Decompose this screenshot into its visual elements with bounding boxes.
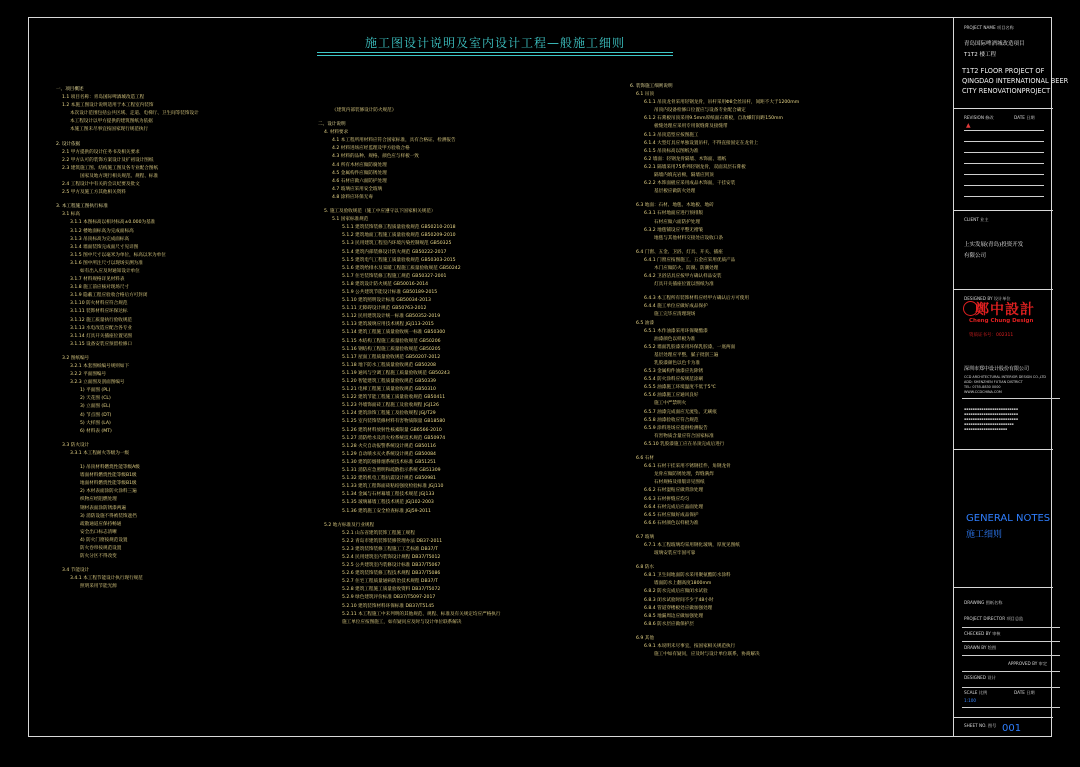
note-line: 5.1.32 建筑机电工程抗震设计规范 GB50981 <box>342 476 436 482</box>
note-line: 6.8 防水 <box>636 565 654 571</box>
note-line: 3) 消防设施不得被装饰遮挡 <box>80 513 137 519</box>
note-line: 3.1.11 装饰材料应环保达标 <box>70 309 128 315</box>
note-line: 6.5.4 防火涂料应按规范涂刷 <box>644 377 704 383</box>
note-line: 《建筑内部装修设计防火规范》 <box>332 108 397 113</box>
note-line: 6.1 吊顶 <box>636 92 654 98</box>
note-line: 织物应经阻燃处理 <box>80 497 117 503</box>
note-line: 4.2 材料进场应经监理及甲方验收合格 <box>332 146 410 152</box>
revision-label: REVISION 修改 <box>964 115 994 120</box>
note-line: 木门应做防火、防腐、防潮处理 <box>654 265 719 271</box>
revision-line <box>964 152 1044 153</box>
title-underline <box>317 52 673 53</box>
project-name-cn-1: 青岛国际啤酒城改造项目 <box>964 41 1025 47</box>
note-line: 6.5.10 乳胶漆施工应在吊顶完成后进行 <box>644 441 725 447</box>
note-line: 6.1.2 石膏板吊顶采用9.5mm厚纸面石膏板，自攻螺钉间距150mm <box>644 116 783 122</box>
note-line: 地毯与其他材料交接处应设收口条 <box>654 235 723 241</box>
note-line: 5.1.19 通风与空调工程施工质量验收规范 GB50243 <box>342 370 450 376</box>
note-line: 5.2.11 本工程施工中未列明的其他规范、规程、标准及有关规定均应严格执行 <box>342 611 501 617</box>
note-line: 3.3.1 本工程耐火等级为一级 <box>70 450 130 456</box>
note-line: 6.3.1 石材地面应进行预排版 <box>644 211 704 217</box>
note-line: 有害物质含量应符合国家标准 <box>654 433 714 439</box>
note-line: 3.1.6 图中所注尺寸以现场实测为准 <box>70 260 143 266</box>
company-address-2: ADD: SHENZHEN FUTIAN DISTRICT <box>964 380 1023 384</box>
note-line: 隔墙内填充岩棉，隔墙应到顶 <box>654 173 714 179</box>
note-line: 6.7 玻璃 <box>636 534 654 540</box>
note-line: 6.6.3 石材拼缝应均匀 <box>644 496 690 502</box>
note-line: 3.1.12 施工质量执行验收规范 <box>70 317 133 323</box>
note-line: 6.4.3 本工程所有装饰材料应经甲方确认后方可使用 <box>644 296 750 302</box>
note-line: 地面材料燃烧性能等级B1级 <box>80 481 137 487</box>
note-line: 5.1.9 公共建筑节能设计标准 GB50189-2015 <box>342 289 438 295</box>
revision-line <box>964 174 1044 175</box>
project-director-label: PROJECT DIRECTOR 项目总监 <box>964 616 1024 621</box>
note-line: 5.1.13 建筑玻璃应用技术规程 JGJ113-2015 <box>342 322 434 328</box>
note-line: 5.1.4 建筑内部装修设计防火规范 GB50222-2017 <box>342 249 447 255</box>
note-line: 4.8 涂料应环保无毒 <box>332 194 373 200</box>
designer-label: DESIGNED BY 设计单位 <box>964 296 1011 301</box>
note-line: 2.5 甲方及施工方其他相关资料 <box>62 190 126 196</box>
note-line: 3.1 标高 <box>62 212 80 218</box>
note-line: 5.1.27 消防给水及消火栓系统技术规范 GB50974 <box>342 435 446 441</box>
note-line: 2) 天花图 (CL) <box>80 396 111 402</box>
project-name-en-2: QINGDAO INTERNATIONAL BEER <box>962 77 1069 85</box>
note-line: 板缝处理应采用专用嵌缝膏及接缝带 <box>654 124 728 130</box>
note-line: 3.1.10 防火材料应符合规范 <box>70 301 128 307</box>
note-line: 4) 节点图 (DT) <box>80 412 112 418</box>
title-block <box>953 17 1069 737</box>
note-line: 5.1.1 建筑装饰装修工程质量验收规范 GB50210-2018 <box>342 225 456 231</box>
revision-line <box>964 196 1044 197</box>
note-line: 5.2.5 公共建筑室内装修设计标准 DB37/T5067 <box>342 563 441 569</box>
note-line: 6.3.2 地毯铺设应平整无褶皱 <box>644 227 704 233</box>
note-line: 疏散通道应保持畅通 <box>80 521 122 527</box>
note-line: 6.5.2 墙面乳胶漆采用环保乳胶漆，一底两面 <box>644 344 736 350</box>
note-line: 5.1.23 外墙饰面砖工程施工及验收规程 JGJ126 <box>342 403 439 409</box>
note-line: 6.8.4 管道穿楼板处应做加强处理 <box>644 605 713 611</box>
note-line: 5.1.15 木结构工程施工质量验收规范 GB50206 <box>342 338 441 344</box>
note-line: 5.2.6 建筑装饰装修工程技术规程 DB37/T5086 <box>342 571 441 577</box>
note-line: 3.2.1 本套图纸编号规则如下 <box>70 364 130 369</box>
section-heading: 3. 本工程施工图执行标准 <box>56 204 108 210</box>
revision-line <box>964 163 1044 164</box>
note-line: 防火分区不得改变 <box>80 554 117 560</box>
note-line: 3.1.9 隐蔽工程应验收合格后方可封闭 <box>70 293 148 299</box>
notes-column-1 <box>56 86 199 591</box>
note-line: 6.5.7 油漆完成面应无流坠、无刷痕 <box>644 409 717 415</box>
note-line: 6.5.9 涂料进场应提供检测报告 <box>644 425 708 431</box>
note-line: 墙面防水上翻高度1800mm <box>654 581 712 587</box>
note-line: 5.2.8 建筑工程施工质量验收资料 DB37/T5072 <box>342 587 441 593</box>
note-line: 施工中如有疑问，应及时与设计单位联系，协商解决 <box>654 652 760 658</box>
note-line: 3.2 图纸编号 <box>62 355 90 361</box>
note-line: 施工中严禁明火 <box>654 401 687 407</box>
tb-divider <box>954 717 1053 718</box>
note-line: 5.1.34 金属与石材幕墙工程技术规范 JGJ133 <box>342 492 435 498</box>
drawn-by-label: DRAWN BY 绘图 <box>964 645 997 650</box>
note-line: 5) 大样图 (LA) <box>80 420 111 426</box>
tb-rule <box>962 641 1060 642</box>
note-line: 3.2.2 平面图编号 <box>70 372 107 378</box>
project-name-en-3: CITY RENOVATIONPROJECT <box>962 87 1051 95</box>
note-line: 4.4 所有木材应做防腐处理 <box>332 162 387 168</box>
note-line: 钢材表面涂防锈漆两遍 <box>80 505 126 511</box>
note-line: 1.1 项目名称：青岛国际啤酒城改造工程 <box>62 95 145 101</box>
note-line: 6.6.6 石材颜色以样板为准 <box>644 520 699 526</box>
revision-line <box>964 130 1044 131</box>
scale-label: SCALE 比例 <box>964 690 988 695</box>
note-line: 6.8.6 防水层应做保护层 <box>644 621 694 627</box>
note-line: 5.1.21 电梯工程施工质量验收规范 GB50310 <box>342 387 436 393</box>
title-underline-2 <box>317 55 673 56</box>
sheet-number: 001 <box>1002 723 1022 734</box>
notes-column-3 <box>630 83 799 659</box>
note-line: 5.1.36 建筑施工安全检查标准 JGJ59-2011 <box>342 508 431 514</box>
note-line: 6.5.5 油漆施工环境温度不低于5℃ <box>644 385 716 391</box>
client-name-2: 有限公司 <box>964 253 987 259</box>
note-line: 6.5.8 油漆验收应符合规范 <box>644 417 699 423</box>
tb-divider <box>954 289 1053 290</box>
note-line: 安全出口标志清晰 <box>80 529 117 535</box>
note-line: 3.1.15 设备安装应预留检修口 <box>70 341 133 347</box>
note-line: 施工完毕应清理现场 <box>654 312 696 318</box>
note-line: 2.3 建筑施工图、结构施工图及各专业配合图纸 <box>62 165 159 171</box>
revision-triangle-icon: ▲ <box>966 122 971 129</box>
note-line: 6.4 门窗、五金、卫浴、灯具、开关、插座 <box>636 249 723 255</box>
note-line: 3.1.3 吊顶标高为完成面标高 <box>70 236 130 242</box>
tb-divider <box>954 449 1053 450</box>
tb-rule <box>962 627 1060 628</box>
note-line: 5.2.3 建筑装饰装修工程施工工艺标准 DB37/T <box>342 546 438 552</box>
note-line: 6.8.2 防水完成后应做闭水试验 <box>644 589 708 595</box>
note-line: 6.5.6 油漆施工应通风良好 <box>644 393 699 399</box>
note-line: 照明采用节能光源 <box>80 584 117 590</box>
note-line: 4.3 材料的品种、规格、颜色应与样板一致 <box>332 154 419 160</box>
note-line: 5.2.9 绿色建筑评价标准 DB37/T5097-2017 <box>342 595 436 601</box>
note-line: 3.1.2 楼地面标高为完成面标高 <box>70 228 134 234</box>
note-line: 1) 吊顶材料燃烧性能等级A级 <box>80 465 140 471</box>
note-line: 3.1.7 材料规格详见材料表 <box>70 277 125 283</box>
note-line: 5.1.10 建筑照明设计标准 GB50034-2013 <box>342 298 431 304</box>
note-line: 乳胶漆颜色以色卡为准 <box>654 361 700 366</box>
note-line: 6) 材料表 (MT) <box>80 428 112 434</box>
tb-rule <box>962 671 1060 672</box>
note-line: 6.6 石材 <box>636 456 654 462</box>
note-line: 5.1.11 无障碍设计规范 GB50763-2012 <box>342 306 427 312</box>
logo-english: Cheng Chung Design <box>969 318 1034 324</box>
note-line: 本施工图未尽事宜按国家现行规范执行 <box>70 127 149 133</box>
note-line: 2.4 工程设计中有关的会议纪要及批文 <box>62 182 140 188</box>
company-address-1: CCD ARCHITECTURAL INTERIOR DESIGN CO.,LTD <box>964 375 1046 379</box>
note-line: 5.1.14 建筑工程施工质量验收统一标准 GB50300 <box>342 330 446 336</box>
note-line: 6.1.3 吊顶造型应按图施工 <box>644 132 699 138</box>
project-name-en-1: T1T2 FLOOR PROJECT OF <box>962 67 1045 75</box>
sheet-label: SHEET NO. 图号 <box>964 723 997 728</box>
note-line: 6.1.4 大型灯具应单独设置吊杆，不得直接固定在龙骨上 <box>644 140 759 146</box>
note-line: 3.1.5 图中尺寸以毫米为单位，标高以米为单位 <box>70 252 166 258</box>
note-line: 6.6.5 石材应做好成品保护 <box>644 512 699 518</box>
note-line: 5.1.2 建筑地面工程施工质量验收规范 GB50209-2010 <box>342 233 456 239</box>
note-line: 5.1.18 地下防水工程质量验收规范 GB50208 <box>342 362 436 368</box>
note-line: 5.1.25 室内装饰装修材料有害物质限量 GB18580 <box>342 419 446 425</box>
company-website: WWW.CCDCHINA.COM <box>964 390 1002 394</box>
section-heading: 6. 装饰施工细则说明 <box>630 84 673 89</box>
logo-cert: 资质证书号：002311 <box>969 333 1014 338</box>
note-line: 6.4.4 施工单位应做好成品保护 <box>644 304 708 310</box>
note-line: 6.1.5 吊顶标高以图纸为准 <box>644 148 699 154</box>
note-line: 6.6.1 石材干挂采用不锈钢挂件，角钢龙骨 <box>644 464 731 470</box>
note-line: 5.1.22 建筑节能工程施工质量验收规范 GB50411 <box>342 395 446 401</box>
date2-label: DATE 日期 <box>1014 690 1035 695</box>
note-line: 5.2.10 建筑装饰材料环保标准 DB37/T5145 <box>342 603 435 609</box>
note-line: 6.5 油漆 <box>636 320 654 326</box>
note-line: 3.4.1 本工程节能设计执行现行规范 <box>70 576 143 582</box>
drawing-label: DRAWING 图纸名称 <box>964 600 1003 605</box>
drawing-title: 施工图设计说明及室内设计工程—般施工细则 <box>364 36 625 50</box>
note-line: 灯具开关插座位置以图纸为准 <box>654 282 714 288</box>
note-line: 吊顶内设备检修口位置应与设备专业配合确定 <box>654 108 746 114</box>
note-line: 5. 施工及验收规范（施工中应遵守以下国家相关规范） <box>324 209 436 215</box>
note-line: 6.8.3 闭水试验时间不少于48小时 <box>644 597 714 603</box>
logo-text: 鄭中設計 <box>975 302 1035 318</box>
tb-rule <box>962 707 1060 708</box>
note-line: 6.2 墙面：轻钢龙骨隔墙、木饰面、墙纸 <box>644 156 727 162</box>
tb-rule <box>962 398 1060 399</box>
note-line: 4. 材料要求 <box>324 130 349 136</box>
note-line: 2) 木材表面涂防火涂料三遍 <box>80 489 137 495</box>
tb-rule <box>962 655 1060 656</box>
note-line: 5.1.6 建筑给排水及采暖工程施工质量验收规范 GB50242 <box>342 265 461 271</box>
section-heading: 2. 设计依据 <box>56 141 81 147</box>
note-line: 6.9 其他 <box>636 635 654 641</box>
tb-divider <box>954 108 1053 109</box>
tb-rule <box>962 687 1060 688</box>
note-line: 基层处理应平整，腻子批刮三遍 <box>654 352 719 358</box>
note-line: 本次设计范围包括公共区域、走道、电梯厅、卫生间等装饰设计 <box>70 111 199 117</box>
note-line: 5.1.3 民用建筑工程室内环境污染控制规范 GB50325 <box>342 241 452 247</box>
company-address-3: TEL: 0755-8830 0000 <box>964 385 1001 389</box>
date-label: DATE 日期 <box>1014 115 1035 120</box>
note-line: 5.1.33 建筑工程饰面砖粘结强度检验标准 JGJ110 <box>342 484 444 490</box>
note-line: 6.1.1 吊顶龙骨采用轻钢龙骨，吊杆采用Φ8全丝吊杆，间距不大于1200mm <box>644 100 800 106</box>
tb-divider <box>954 587 1053 588</box>
note-line: 6.6.4 石材完成后应晶面处理 <box>644 504 704 510</box>
note-line: 5.1.7 住宅装饰装修工程施工规范 GB50327-2001 <box>342 273 447 279</box>
note-line: 1.2 本施工图设计说明适用于本工程室内装饰 <box>62 103 154 109</box>
note-line: 6.3 地面：石材、地毯、木地板、地砖 <box>636 203 714 209</box>
note-line: 防火卷帘按规范设置 <box>80 545 122 551</box>
note-line: 4.1 本工程所用材料应符合国家标准，具有合格证、检测报告 <box>332 138 456 144</box>
revision-line <box>964 185 1044 186</box>
note-line: 5.1.35 玻璃幕墙工程技术规范 JGJ102-2003 <box>342 500 434 506</box>
note-line: 2.1 甲方提供的设计任务书及相关要求 <box>62 149 140 155</box>
note-line: 6.9.1 本说明未尽事宜，按国家相关规范执行 <box>644 644 736 649</box>
approved-by-label: APPROVED BY 审定 <box>1008 661 1048 666</box>
designed-label: DESIGNED 设计 <box>964 675 996 680</box>
note-line: 5.1.31 消防应急照明和疏散指示系统 GB51309 <box>342 468 441 474</box>
section-heading: 一、项目概述 <box>56 87 84 92</box>
note-line: 6.8.5 地漏周边应做加强处理 <box>644 613 704 619</box>
note-line: 5.1.30 建筑防烟排烟系统技术标准 GB51251 <box>342 459 436 465</box>
revision-line <box>964 141 1044 142</box>
note-line: 5.2.1 山东省建筑装饰工程施工规程 <box>342 530 415 536</box>
note-line: 5.1.5 建筑电气工程施工质量验收规范 GB50303-2015 <box>342 257 456 263</box>
company-name: 深圳市郑中设计股份有限公司 <box>964 366 1030 372</box>
note-line: 5.1.29 自动喷水灭火系统设计规范 GB50084 <box>342 451 436 457</box>
drawing-name-cn: 施工细则 <box>966 530 1003 540</box>
note-line: 5.1.28 火灾自动报警系统设计规范 GB50116 <box>342 443 436 449</box>
note-line: 石材规格及排版详见图纸 <box>654 480 705 486</box>
note-line: 施工单位应按图施工，如有疑问应及时与设计单位联系解决 <box>342 619 462 625</box>
note-line: 基层板应做防火处理 <box>654 189 696 195</box>
note-line: 4.6 石材应做六面防护处理 <box>332 178 387 184</box>
note-line: 5.2.7 住宅工程质量通病防治技术规程 DB37/T <box>342 579 438 585</box>
note-line: 3.1.8 施工前应核对现场尺寸 <box>70 285 130 291</box>
scale-value: 1:100 <box>964 698 977 703</box>
note-line: 6.2.1 隔墙采用75系列轻钢龙骨，双面双层石膏板 <box>644 164 746 170</box>
note-line: 3.1.13 水电改造应配合各专业 <box>70 325 133 331</box>
note-line: 2.2 甲方认可的装饰方案设计及扩初设计图纸 <box>62 157 154 163</box>
company-disclaimer: ▪▪▪▪▪▪▪▪▪▪▪▪▪▪▪▪▪▪▪▪▪▪▪▪▪ ▪▪▪▪▪▪▪▪▪▪▪▪▪▪▪▪▪▪▪▪▪▪▪▪▪ ▪▪▪▪▪▪▪▪▪▪▪▪▪▪▪▪▪▪▪▪▪▪▪▪▪ ▪▪▪▪▪▪▪▪▪▪▪▪▪▪▪▪▪▪▪▪▪▪▪ ▪▪▪▪▪▪▪▪▪▪▪▪▪▪▪▪▪▪▪▪ <box>964 407 1019 431</box>
note-line: 5.1.17 屋面工程质量验收规范 GB50207-2012 <box>342 354 441 360</box>
note-line: 5.1 国家标准规范 <box>332 217 369 223</box>
note-line: 3.1.4 墙面装饰完成面尺寸见详图 <box>70 244 139 250</box>
note-line: 3.4 节能设计 <box>62 568 90 574</box>
note-line: 6.4.1 门窗应按图施工，五金应采用优质产品 <box>644 257 736 263</box>
note-line: 本工程设计以甲方提供的建筑图纸为依据 <box>70 119 153 125</box>
note-line: 5.1.24 建筑涂饰工程施工及验收规程 JGJ/T29 <box>342 411 436 417</box>
note-line: 5.1.12 民用建筑设计统一标准 GB50352-2019 <box>342 314 441 320</box>
note-line: 3) 立面图 (EL) <box>80 404 111 410</box>
client-name-1: 上实发展(青岛)投资开发 <box>964 242 1024 248</box>
note-line: 5.1.16 钢结构工程施工质量验收规范 GB50205 <box>342 346 441 352</box>
note-line: 6.2.2 木饰面板应采用成品木饰面，干挂安装 <box>644 181 736 187</box>
note-line: 6.4.2 卫浴洁具应按甲方确认样品安装 <box>644 274 722 280</box>
note-line: 石材应做六面防护处理 <box>654 219 700 225</box>
checked-by-label: CHECKED BY 审核 <box>964 631 1001 636</box>
note-line: 4) 防火门窗按规范设置 <box>80 537 128 543</box>
note-line: 如有出入应及时通知设计单位 <box>80 268 140 274</box>
project-name-cn-2: T1T2 楼工程 <box>964 52 996 58</box>
note-line: 5.2.2 青岛市建筑装饰装修管理办法 DB37-2011 <box>342 538 443 544</box>
note-line: 4.7 玻璃应采用安全玻璃 <box>332 186 383 192</box>
note-line: 5.1.26 建筑材料放射性核素限量 GB6566-2010 <box>342 427 442 433</box>
note-line: 4.5 金属构件应做防锈处理 <box>332 170 387 176</box>
client-label: CLIENT 业主 <box>964 217 989 222</box>
tb-divider <box>954 210 1053 211</box>
note-line: 玻璃安装应牢固可靠 <box>654 551 696 557</box>
note-line: 5.2.4 民用建筑室内装饰设计规程 DB37/T5012 <box>342 554 441 560</box>
drawing-name-en: GENERAL NOTES <box>966 513 1051 524</box>
note-line: 龙骨应做防锈处理，焊缝满焊 <box>654 472 714 478</box>
section-heading: 二、设计说明 <box>318 122 346 128</box>
note-line: 3.2.3 立面图及剖面图编号 <box>70 380 125 386</box>
note-line: 5.1.8 建筑设计防火规范 GB50016-2014 <box>342 281 429 287</box>
note-line: 6.5.1 木作油漆采用环保聚酯漆 <box>644 328 708 334</box>
note-line: 3.3 防火设计 <box>62 442 90 448</box>
note-line: 6.6.2 石材湿贴应做背涂处理 <box>644 488 704 494</box>
note-line: 国家及地方现行相关规范、规程、标准 <box>80 173 159 179</box>
note-line: 6.5.3 金属构件油漆应先除锈 <box>644 369 704 375</box>
note-line: 6.8.1 卫生间地面防水采用聚氨酯防水涂料 <box>644 573 731 579</box>
note-line: 5.1.20 智能建筑工程质量验收规范 GB50339 <box>342 379 436 384</box>
note-line: 1) 平面图 (PL) <box>80 388 111 394</box>
note-line: 墙面材料燃烧性能等级B1级 <box>80 473 137 479</box>
note-line: 3.1.14 灯具开关插座位置见图 <box>70 333 133 339</box>
project-label: PROJECT NAME 项目名称 <box>964 25 1014 30</box>
note-line: 6.7.1 本工程玻璃均采用钢化玻璃，厚度见图纸 <box>644 542 740 548</box>
company-logo <box>963 299 1043 339</box>
note-line: 油漆颜色以样板为准 <box>654 336 696 342</box>
note-line: 5.2 地方标准及行业规程 <box>324 522 375 528</box>
note-line: 3.1.1 本图标高以相对标高±0.000为基准 <box>70 220 156 226</box>
notes-column-2 <box>318 107 500 627</box>
